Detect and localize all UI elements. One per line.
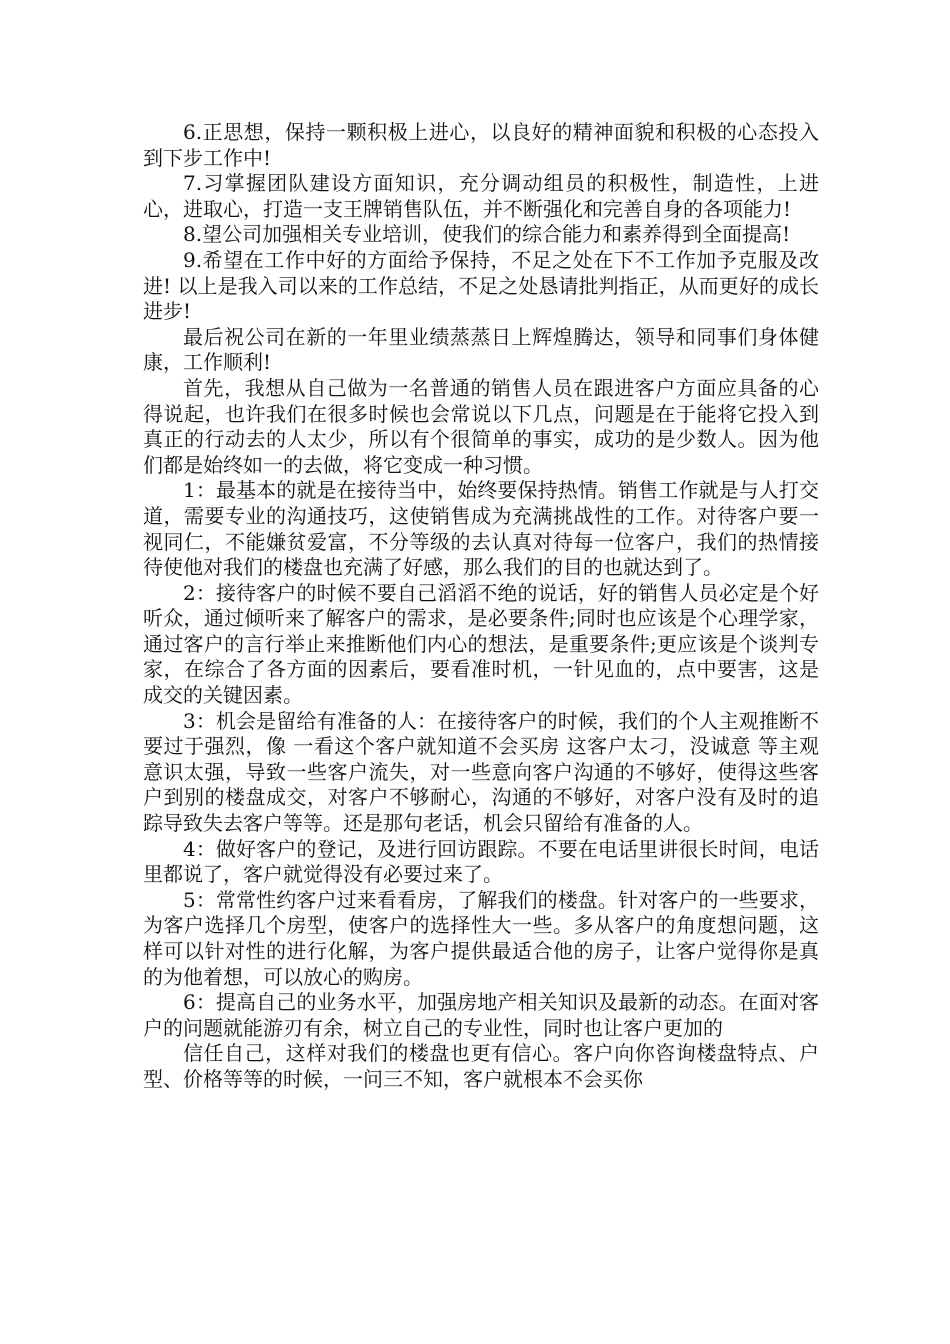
paragraph-point-5: 5：常常性约客户过来看看房，了解我们的楼盘。针对客户的一些要求，为客户选择几个房型，使客户的选择性大一些。多从客户的角度想问题，这样可以针对性的进行化解，为客户提供最适合他的房子，让客户觉得你是真的为他着想，可以放心的购房。 (143, 887, 819, 989)
paragraph-point-2: 2：接待客户的时候不要自己滔滔不绝的说话，好的销售人员必定是个好听众，通过倾听来了解客户的需求，是必要条件;同时也应该是个心理学家，通过客户的言行举止来推断他们内心的想法，是重要条件;更应该是个谈判专家，在综合了各方面的因素后，要看准时机，一针见血的，点中要害，这是成交的关键因素。 (143, 580, 819, 708)
paragraph-closing-wishes: 最后祝公司在新的一年里业绩蒸蒸日上辉煌腾达，领导和同事们身体健康，工作顺利! (143, 324, 819, 375)
paragraph-point-1: 1：最基本的就是在接待当中，始终要保持热情。销售工作就是与人打交道，需要专业的沟通技巧，这使销售成为充满挑战性的工作。对待客户要一视同仁，不能嫌贫爱富，不分等级的去认真对待每一位客户，我们的热情接待使他对我们的楼盘也充满了好感，那么我们的目的也就达到了。 (143, 478, 819, 580)
paragraph-continuation: 信任自己，这样对我们的楼盘也更有信心。客户向你咨询楼盘特点、户型、价格等等的时候，一问三不知，客户就根本不会买你 (143, 1041, 819, 1091)
paragraph-item-8: 8.望公司加强相关专业培训，使我们的综合能力和素养得到全面提高! (183, 222, 791, 247)
paragraph-point-3: 3：机会是留给有准备的人：在接待客户的时候，我们的个人主观推断不要过于强烈，像 一看这个客户就知道不会买房 这客户太刁，没诚意 等主观意识太强，导致一些客户流失，对一些意向客户沟通的不够好，使得这些客户到别的楼盘成交，对客户不够耐心，沟通的不够好，对客户没有及时的追踪导致失去客户等等。还是那句老话，机会只留给有准备的人。 (143, 708, 819, 836)
paragraph-item-9: 9.希望在工作中好的方面给予保持，不足之处在下不工作加予克服及改进! 以上是我入司以来的工作总结，不足之处恳请批判指正，从而更好的成长进步! (143, 247, 819, 324)
paragraph-item-7: 7.习掌握团队建设方面知识，充分调动组员的积极性，制造性，上进心，进取心，打造一支王牌销售队伍，并不断强化和完善自身的各项能力! (143, 171, 819, 221)
paragraph-item-6: 6.正思想，保持一颗积极上进心，以良好的精神面貌和积极的心态投入到下步工作中! (143, 120, 819, 170)
paragraph-intro: 首先，我想从自己做为一名普通的销售人员在跟进客户方面应具备的心得说起，也许我们在很多时候也会常说以下几点，问题是在于能将它投入到真正的行动去的人太少，所以有个很简单的事实，成功的是少数人。因为他们都是始终如一的去做，将它变成一种习惯。 (143, 375, 819, 477)
paragraph-point-4: 4：做好客户的登记，及进行回访跟踪。不要在电话里讲很长时间，电话里都说了，客户就觉得没有必要过来了。 (143, 836, 819, 887)
document-body (143, 120, 819, 1093)
paragraph-point-6: 6：提高自己的业务水平，加强房地产相关知识及最新的动态。在面对客户的问题就能游刃有余，树立自己的专业性，同时也让客户更加的 (143, 990, 819, 1040)
